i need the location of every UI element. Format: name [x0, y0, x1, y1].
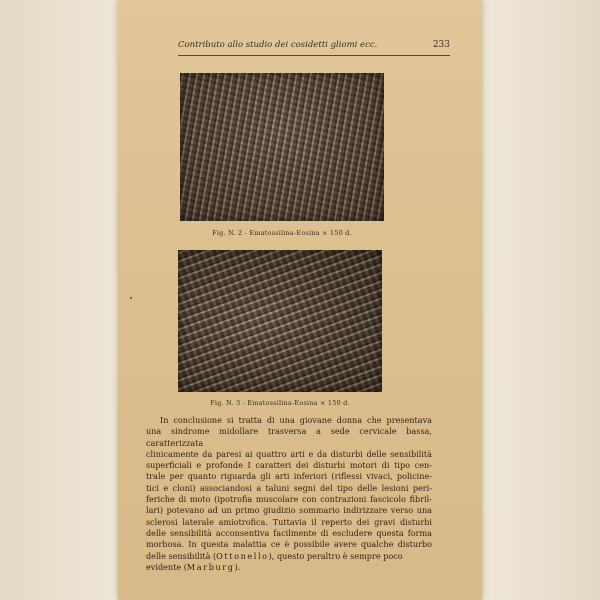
text-line: sclerosi laterale amiotrofica. Tuttavia il reperto dei gravi disturbi	[146, 516, 432, 527]
book-page	[118, 0, 482, 600]
text-line: clinicamente da paresi ai quattro arti e da disturbi delle sensibilità	[146, 448, 432, 459]
text-line	[146, 551, 432, 562]
text-line: superficiali e profonde I caratteri dei disturbi motori di tipo cen-	[146, 460, 432, 471]
figure-3-caption: Fig. N. 3 - Ematossilina-Eosina × 150 d.	[210, 399, 350, 407]
text-line: In conclusione si tratta di una giovane donna che presentava	[160, 415, 432, 425]
running-title: Contributo allo studio dei cosidetti gliomi ecc.	[178, 40, 378, 50]
text-line: tici e cloni) associandosi a taluni segni del tipo delle lesioni peri-	[146, 482, 432, 493]
text-line: trale per quanto riguarda gli arti inferiori (riflessi vivaci, policine-	[146, 471, 432, 482]
text-line: morbosa. In questa malattia ce è possibile avere qualche disturbo	[146, 539, 432, 550]
text-fragment: ).	[234, 561, 241, 572]
page-number: 233	[432, 40, 450, 50]
text-fragment: delle sensibilità (	[146, 550, 217, 561]
text-fragment: evidente (	[146, 561, 187, 572]
text-line	[146, 562, 432, 573]
cited-author: Marburg	[186, 561, 235, 572]
print-speck	[130, 297, 132, 299]
text-line: delle sensibilità acconsentiva facilmente di escludere questa forma	[146, 527, 432, 538]
cited-author: Ottonello	[216, 550, 269, 561]
text-line: una sindrome midollare trasversa a sede cervicale bassa, caratterizzata	[146, 426, 432, 448]
text-line: feriche di moto (ipotrofia muscolare con contrazioni fascicolo fibril-	[146, 494, 432, 505]
figure-2-caption: Fig. N. 2 - Ematossilina-Eosina × 150 d.	[212, 229, 352, 237]
figure-2-micrograph	[180, 73, 384, 221]
running-head	[178, 40, 450, 56]
text-line: lari) potevano ad un primo giudizio sommario indirizzare verso una	[146, 505, 432, 516]
text-fragment: ), questo peraltro è sempre poco	[268, 550, 403, 561]
body-paragraph	[146, 415, 432, 573]
figure-3-micrograph	[178, 250, 382, 392]
